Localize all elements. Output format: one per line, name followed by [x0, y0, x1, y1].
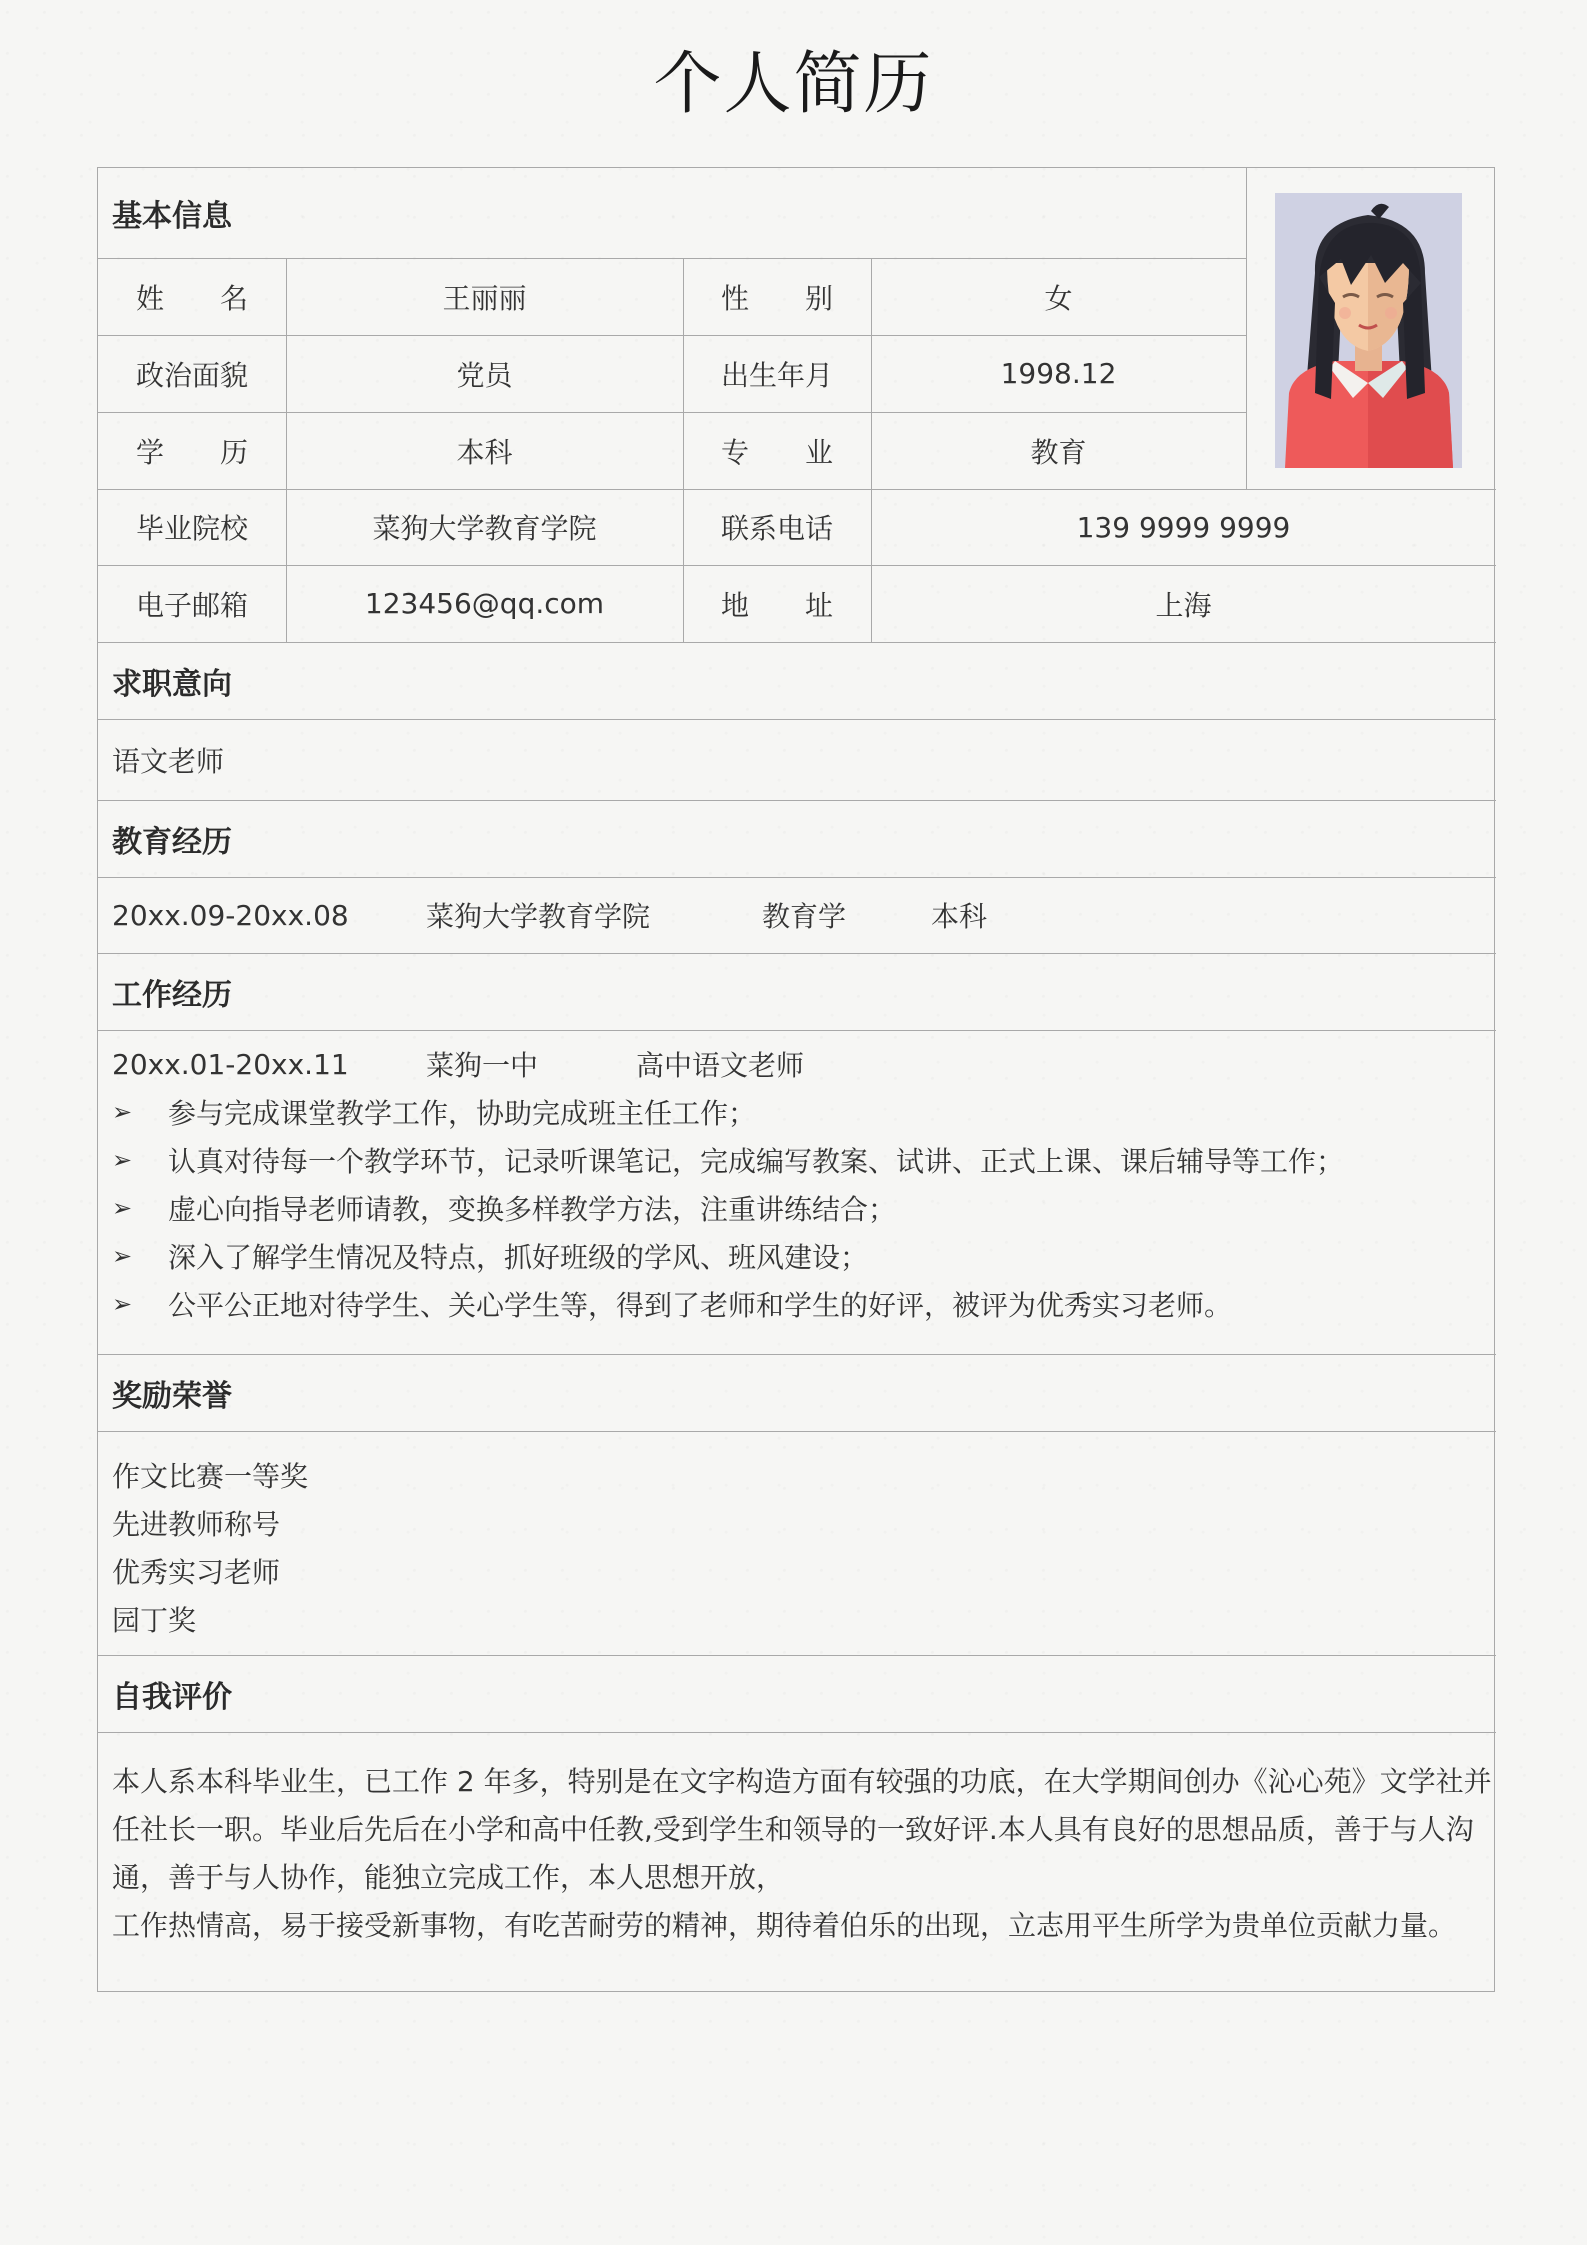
- work-period: 20xx.01-20xx.11: [112, 1047, 349, 1081]
- email-value: 123456@qq.com: [364, 587, 605, 620]
- gender-label: 性 别: [720, 281, 833, 315]
- work-duty-text: 虚心向指导老师请教，变换多样教学方法，注重讲练结合；: [168, 1193, 897, 1226]
- award-item: 优秀实习老师: [112, 1556, 281, 1589]
- section-title-education: 教育经历: [112, 824, 232, 860]
- avatar-illustration-icon: [1275, 193, 1462, 468]
- politics-value: 党员: [456, 358, 513, 392]
- education-degree: 本科: [931, 900, 988, 933]
- award-item: 作文比赛一等奖: [112, 1460, 309, 1493]
- address-label: 地 址: [720, 588, 833, 622]
- phone-value: 139 9999 9999: [1076, 510, 1291, 544]
- birth-label: 出生年月: [720, 358, 833, 392]
- work-duty-item: [112, 1280, 1232, 1328]
- work-duty-item: [112, 1232, 868, 1280]
- gender-value: 女: [1044, 281, 1073, 315]
- work-company: 菜狗一中: [426, 1049, 539, 1082]
- arrow-bullet-icon: ➢: [112, 1242, 133, 1270]
- job-intent-value: 语文老师: [112, 744, 225, 778]
- arrow-bullet-icon: ➢: [112, 1098, 133, 1126]
- major-label: 专 业: [720, 435, 833, 469]
- self-evaluation-line: 本人系本科毕业生，已工作 2 年多，特别是在文字构造方面有较强的功底，在大学期间创办《沁心苑》文学社并: [112, 1765, 1492, 1798]
- award-item: 先进教师称号: [112, 1508, 281, 1541]
- school-label: 毕业院校: [135, 512, 248, 545]
- self-evaluation-line: 任社长一职。毕业后先后在小学和高中任教,受到学生和领导的一致好评.本人具有良好的思想品质，善于与人沟: [112, 1813, 1474, 1846]
- work-duty-text: 认真对待每一个教学环节，记录听课笔记，完成编写教案、试讲、正式上课、课后辅导等工作；: [168, 1145, 1345, 1178]
- page-title: 个人简历: [653, 45, 934, 124]
- arrow-bullet-icon: ➢: [112, 1194, 133, 1222]
- degree-value: 本科: [456, 435, 513, 469]
- education-school: 菜狗大学教育学院: [426, 900, 651, 933]
- resume-sheet: [97, 167, 1495, 1992]
- arrow-bullet-icon: ➢: [112, 1146, 133, 1174]
- section-title-self-evaluation: 自我评价: [112, 1679, 232, 1715]
- email-label: 电子邮箱: [135, 588, 248, 622]
- profile-photo: [1275, 193, 1462, 468]
- arrow-bullet-icon: ➢: [112, 1290, 133, 1318]
- work-duty-text: 参与完成课堂教学工作，协助完成班主任工作；: [168, 1097, 757, 1130]
- degree-label: 学 历: [135, 435, 248, 469]
- school-value: 菜狗大学教育学院: [372, 512, 597, 545]
- education-period: 20xx.09-20xx.08: [112, 898, 349, 932]
- work-duty-text: 深入了解学生情况及特点，抓好班级的学风、班风建设；: [168, 1241, 869, 1274]
- major-value: 教育: [1030, 435, 1087, 469]
- section-title-job-intent: 求职意向: [112, 666, 232, 702]
- name-value: 王丽丽: [442, 281, 527, 315]
- phone-label: 联系电话: [720, 512, 833, 545]
- self-evaluation-line: 工作热情高，易于接受新事物，有吃苦耐劳的精神，期待着伯乐的出现，立志用平生所学为贵单位贡献力量。: [112, 1909, 1457, 1942]
- section-title-awards: 奖励荣誉: [112, 1378, 232, 1414]
- self-evaluation-line: 通，善于与人协作，能独立完成工作，本人思想开放，: [112, 1861, 785, 1894]
- section-title-basic-info: 基本信息: [112, 199, 232, 234]
- birth-value: 1998.12: [1000, 357, 1117, 390]
- work-duty-item: [112, 1088, 756, 1136]
- name-label: 姓 名: [135, 281, 248, 315]
- education-major: 教育学: [762, 900, 847, 933]
- award-item: 园丁奖: [112, 1604, 197, 1637]
- work-duty-item: [112, 1184, 896, 1232]
- section-title-work: 工作经历: [112, 977, 232, 1013]
- work-position: 高中语文老师: [636, 1049, 805, 1082]
- work-duty-item: [112, 1136, 1344, 1184]
- politics-label: 政治面貌: [135, 358, 248, 392]
- address-value: 上海: [1155, 588, 1212, 622]
- work-duty-text: 公平公正地对待学生、关心学生等，得到了老师和学生的好评，被评为优秀实习老师。: [168, 1289, 1233, 1322]
